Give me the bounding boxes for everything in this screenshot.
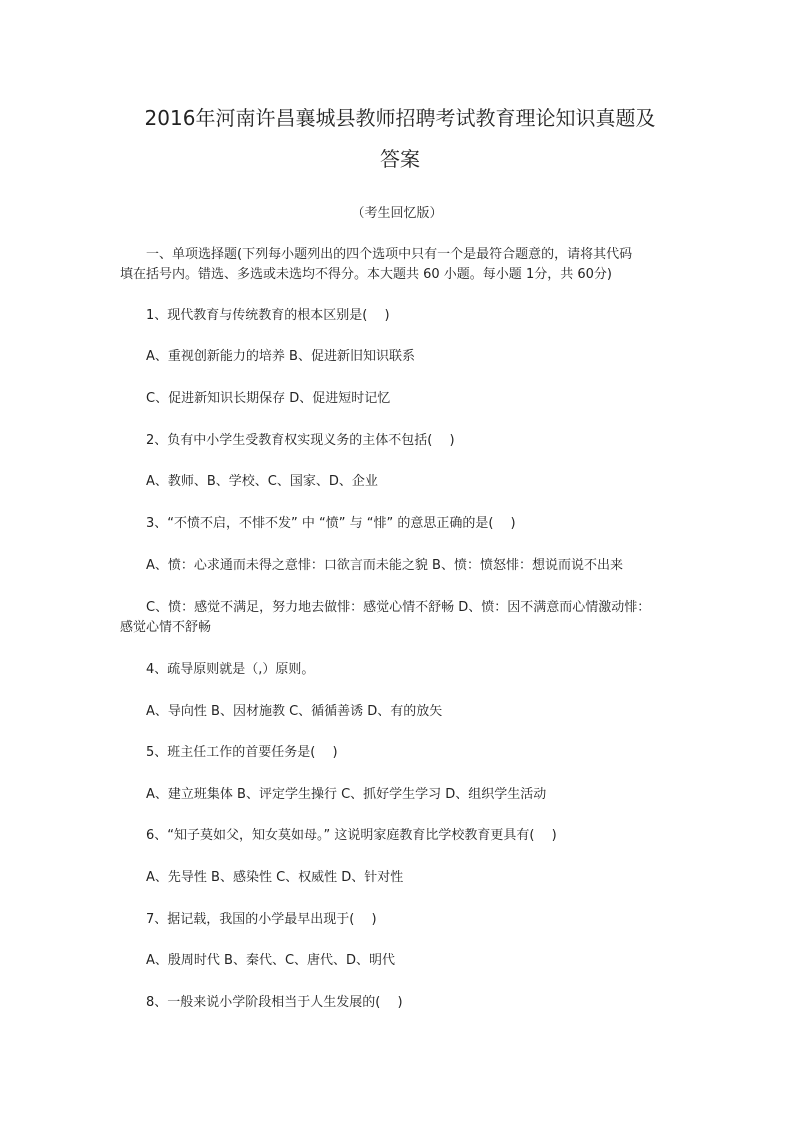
question-5-options: A、建立班集体 B、评定学生操行 C、抓好学生学习 D、组织学生活动 [146,787,547,802]
section-intro-line-1: 一、单项选择题(下列每小题列出的四个选项中只有一个是最符合题意的，请将其代码 [146,247,633,262]
question-6-options: A、先导性 B、感染性 C、权威性 D、针对性 [146,870,404,885]
question-8: 8、一般来说小学阶段相当于人生发展的( ) [146,995,403,1010]
question-3-options-cd-line-1: C、愤：感觉不满足，努力地去做悱：感觉心情不舒畅 D、愤：因不满意而心情激动悱： [146,600,651,615]
question-1: 1、现代教育与传统教育的根本区别是( ) [146,308,390,323]
section-intro-line-2: 填在括号内。错选、多选或未选均不得分。本大题共 60 小题。每小题 1分，共 60分) [120,267,612,282]
question-4: 4、疏导原则就是（,）原则。 [146,662,315,677]
question-7-options: A、殷周时代 B、秦代、C、唐代、D、明代 [146,953,396,968]
question-3: 3、“不愤不启，不悱不发” 中 “愤” 与 “悱” 的意思正确的是( ) [146,516,516,531]
question-2-options: A、教师、B、学校、C、国家、D、企业 [146,474,378,489]
question-4-options: A、导向性 B、因材施教 C、循循善诱 D、有的放矢 [146,704,443,719]
question-1-options-ab: A、重视创新能力的培养 B、促进新旧知识联系 [146,349,415,364]
document-title-line-2: 答案 [380,147,420,171]
question-5: 5、班主任工作的首要任务是( ) [146,745,338,760]
question-3-options-ab: A、愤：心求通而未得之意悱：口欲言而未能之貌 B、愤：愤怒悱：想说而说不出来 [146,558,623,573]
question-7: 7、据记载，我国的小学最早出现于( ) [146,912,377,927]
question-6: 6、“知子莫如父，知女莫如母。” 这说明家庭教育比学校教育更具有( ) [146,828,557,843]
question-1-options-cd: C、促进新知识长期保存 D、促进短时记忆 [146,391,391,406]
question-2: 2、负有中小学生受教育权实现义务的主体不包括( ) [146,433,455,448]
document-title-line-1: 2016年河南许昌襄城县教师招聘考试教育理论知识真题及 [144,106,656,130]
question-3-options-cd-line-2: 感觉心情不舒畅 [120,620,212,635]
document-subtitle: （考生回忆版） [351,206,443,221]
